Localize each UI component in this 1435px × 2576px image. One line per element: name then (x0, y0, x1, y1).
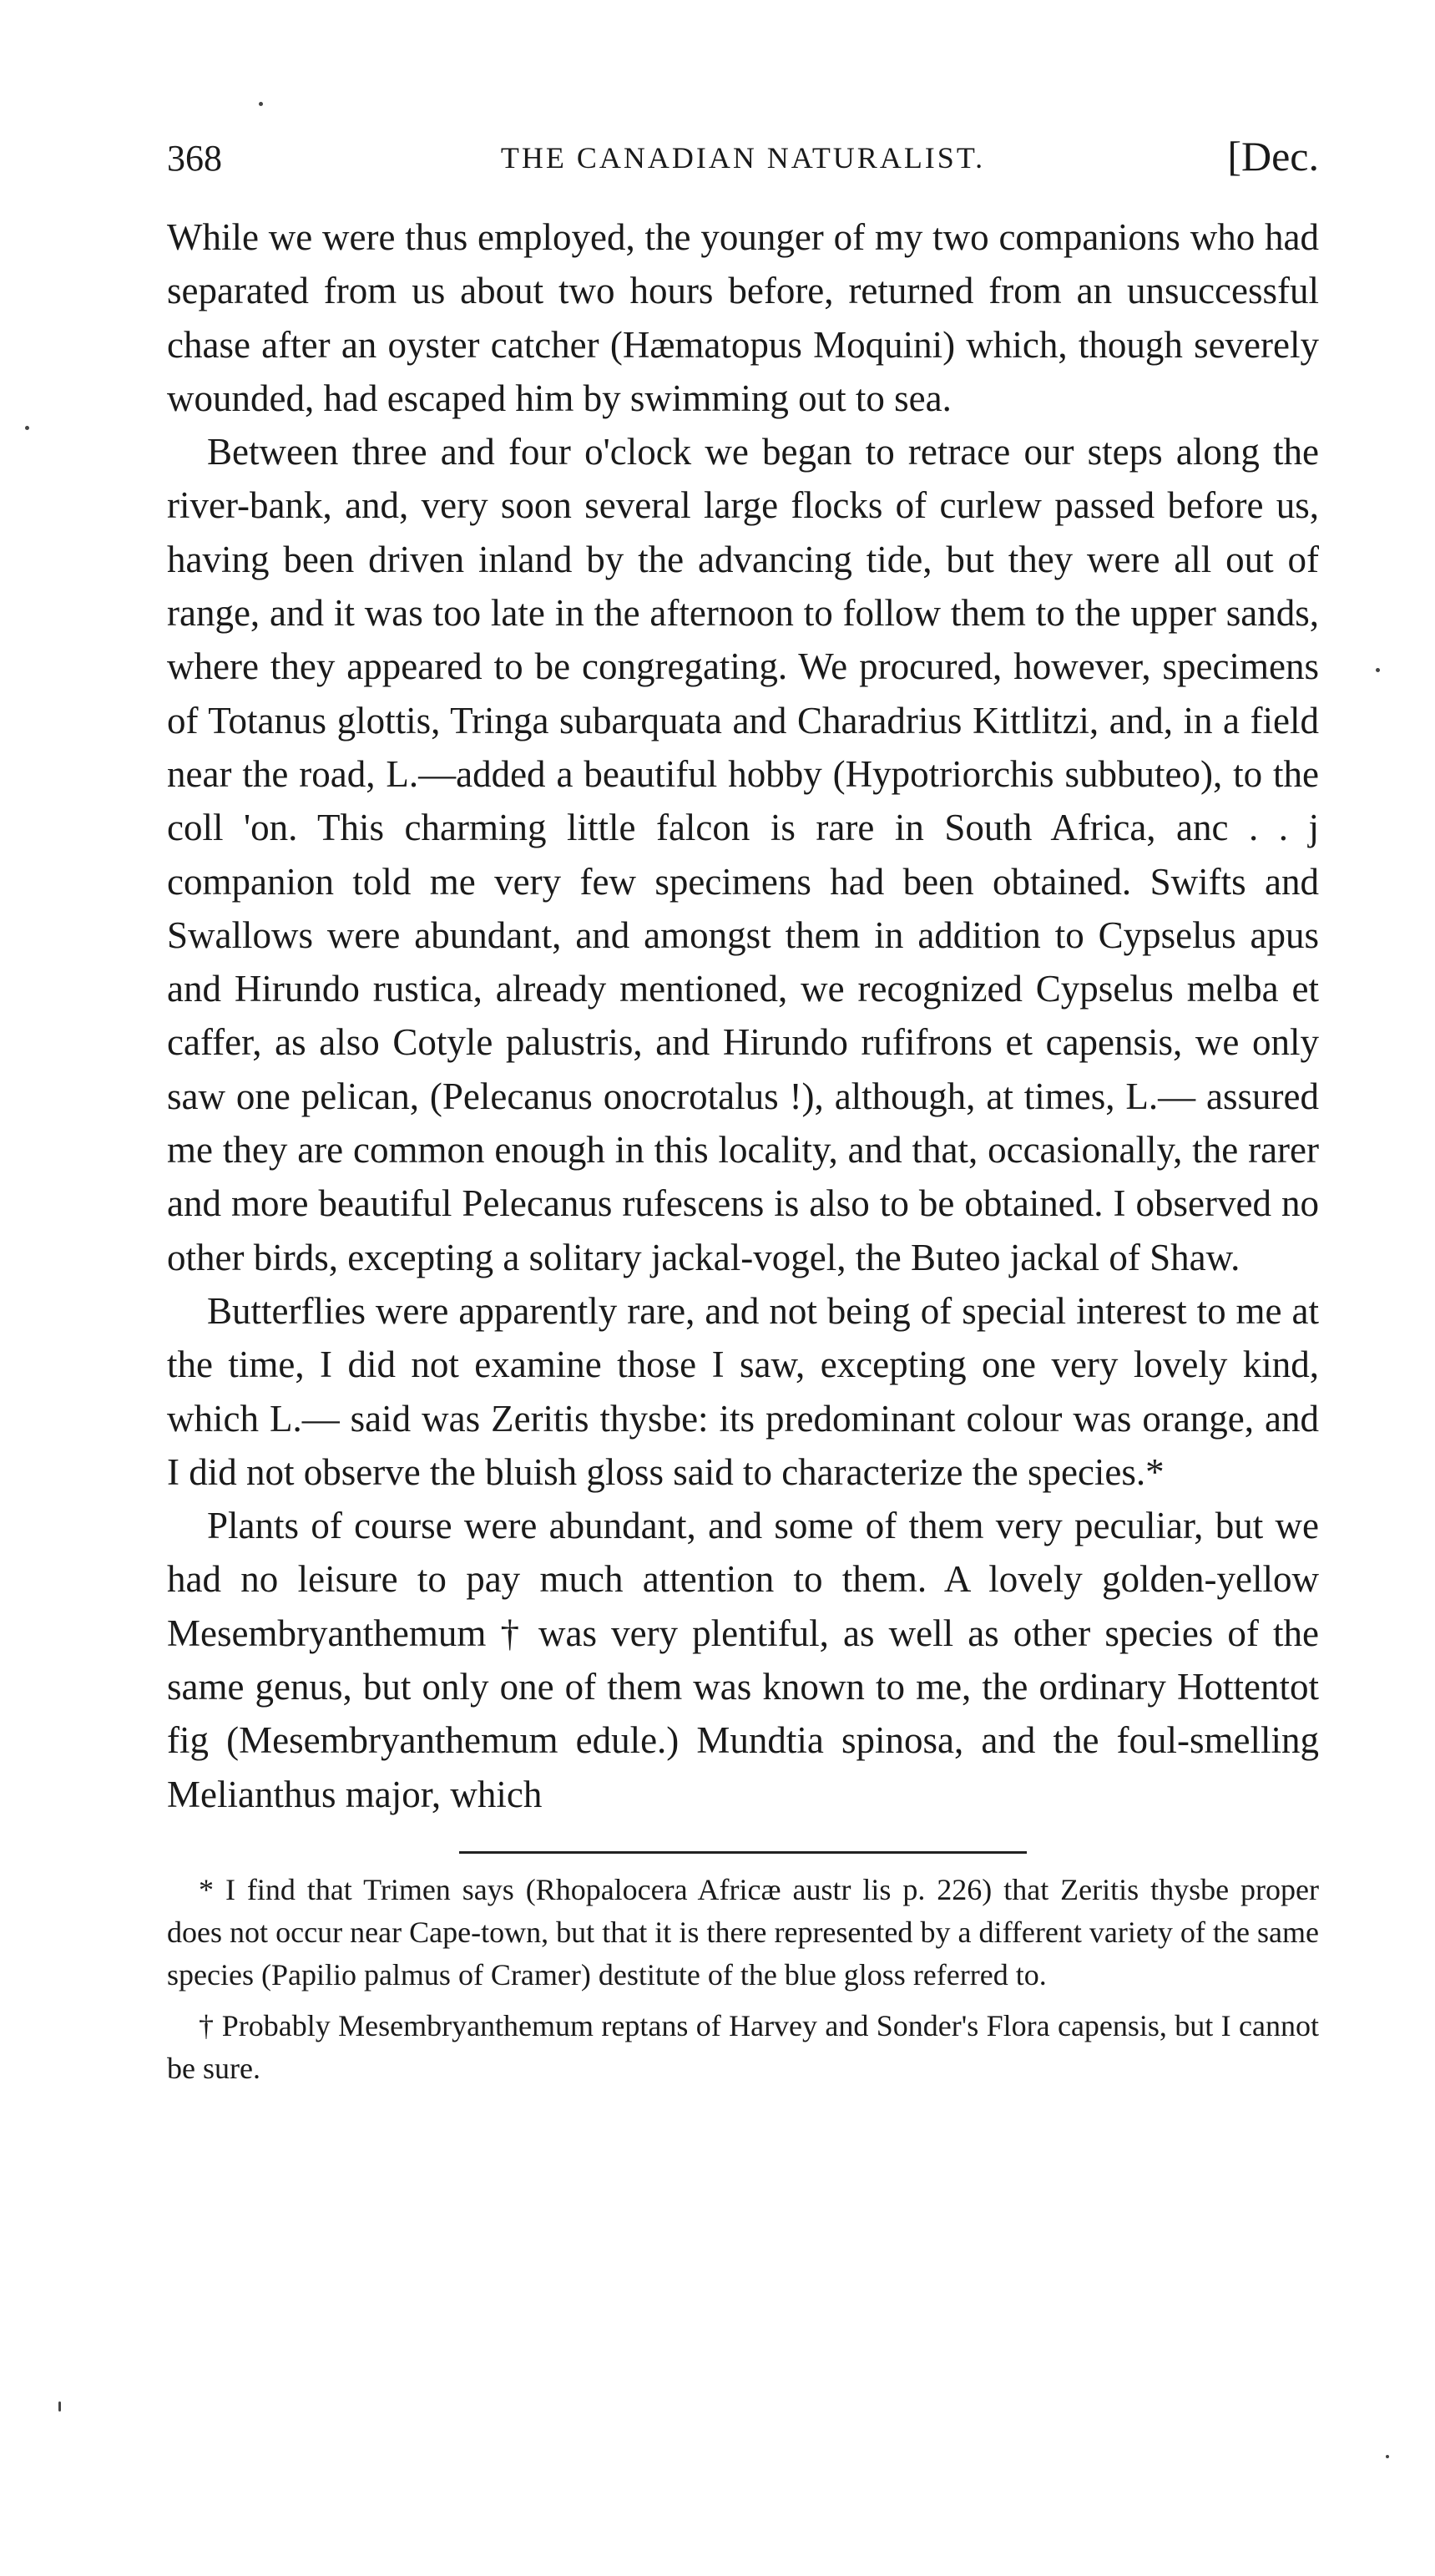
body-text (167, 210, 1319, 1821)
paragraph-3: Butterflies were apparently rare, and not being of special interest to me at the time, I did not examine those I saw, excepting one very lovely kind, which L.— said was Zeritis thysbe: its predominant colour was orange, and I did not observe the bluish gloss said to characterize the species.* (167, 1289, 1319, 1493)
footnote-divider (459, 1851, 1027, 1854)
footnote-1: * I find that Trimen says (Rhopalocera Africæ austr lis p. 226) that Zeritis thysbe proper does not occur near Cape-town, but that it is there represented by a different variety of the same species (Papilio palmus of Cramer) destitute of the blue gloss referred to. (167, 1872, 1319, 1991)
scan-speck (1376, 668, 1380, 672)
paragraph-1: While we were thus employed, the younger of my two companions who had separated from us about two hours before, returned from an unsuccessful chase after an oyster catcher (Hæmatopus Moquini) which, though severely wounded, had escaped him by swimming out to sea. (167, 216, 1319, 419)
scan-speck (58, 2401, 61, 2412)
paragraph-2: Between three and four o'clock we began to retrace our steps along the river-bank, and, very soon several large flocks of curlew passed before us, having been driven inland by the advancing tide, but they were all out of range, and it was too late in the afternoon to follow them to the upper sands, where they appeared to be congregating. We procured, however, specimens of Totanus glottis, Tringa subarquata and Charadrius Kittlitzi, and, in a field near the road, L.—added a beautiful hobby (Hypotriorchis subbuteo), to the coll 'on. This charming little falcon is rare in South Africa, anc . . j companion told me very few specimens had been obtained. Swifts and Swallows were abundant, and amongst them in addition to Cypselus apus and Hirundo rustica, already mentioned, we recognized Cypselus melba et caffer, as also Cotyle palustris, and Hirundo rufifrons et capensis, we only saw one pelican, (Pelecanus onocrotalus !), although, at times, L.— assured me they are common enough in this locality, and that, occasionally, the rarer and more beautiful Pelecanus rufescens is also to be obtained. I observed no other birds, excepting a solitary jackal-vogel, the Buteo jackal of Shaw. (167, 431, 1319, 1278)
book-page (167, 125, 1319, 2098)
footnote-2: † Probably Mesembryanthemum reptans of Harvey and Sonder's Flora capensis, but I cannot be sure. (167, 2008, 1319, 2085)
paragraph-4: Plants of course were abundant, and some of them very peculiar, but we had no leisure to pay much attention to them. A lovely golden-yellow Mesembryanthemum † was very plentiful, as well as other species of the same genus, but only one of them was known to me, the ordinary Hottentot fig (Mesembryanthemum edule.) Mundtia spinosa, and the foul-smelling Melianthus major, which (167, 1505, 1319, 1815)
running-header (167, 125, 1319, 192)
scan-speck (25, 426, 29, 430)
page-number: 368 (167, 138, 222, 179)
footnotes (167, 1869, 1319, 2090)
scan-speck (1386, 2455, 1389, 2458)
running-date: [Dec. (1227, 133, 1319, 180)
scan-speck (259, 102, 263, 106)
running-title: THE CANADIAN NATURALIST. (500, 141, 986, 175)
